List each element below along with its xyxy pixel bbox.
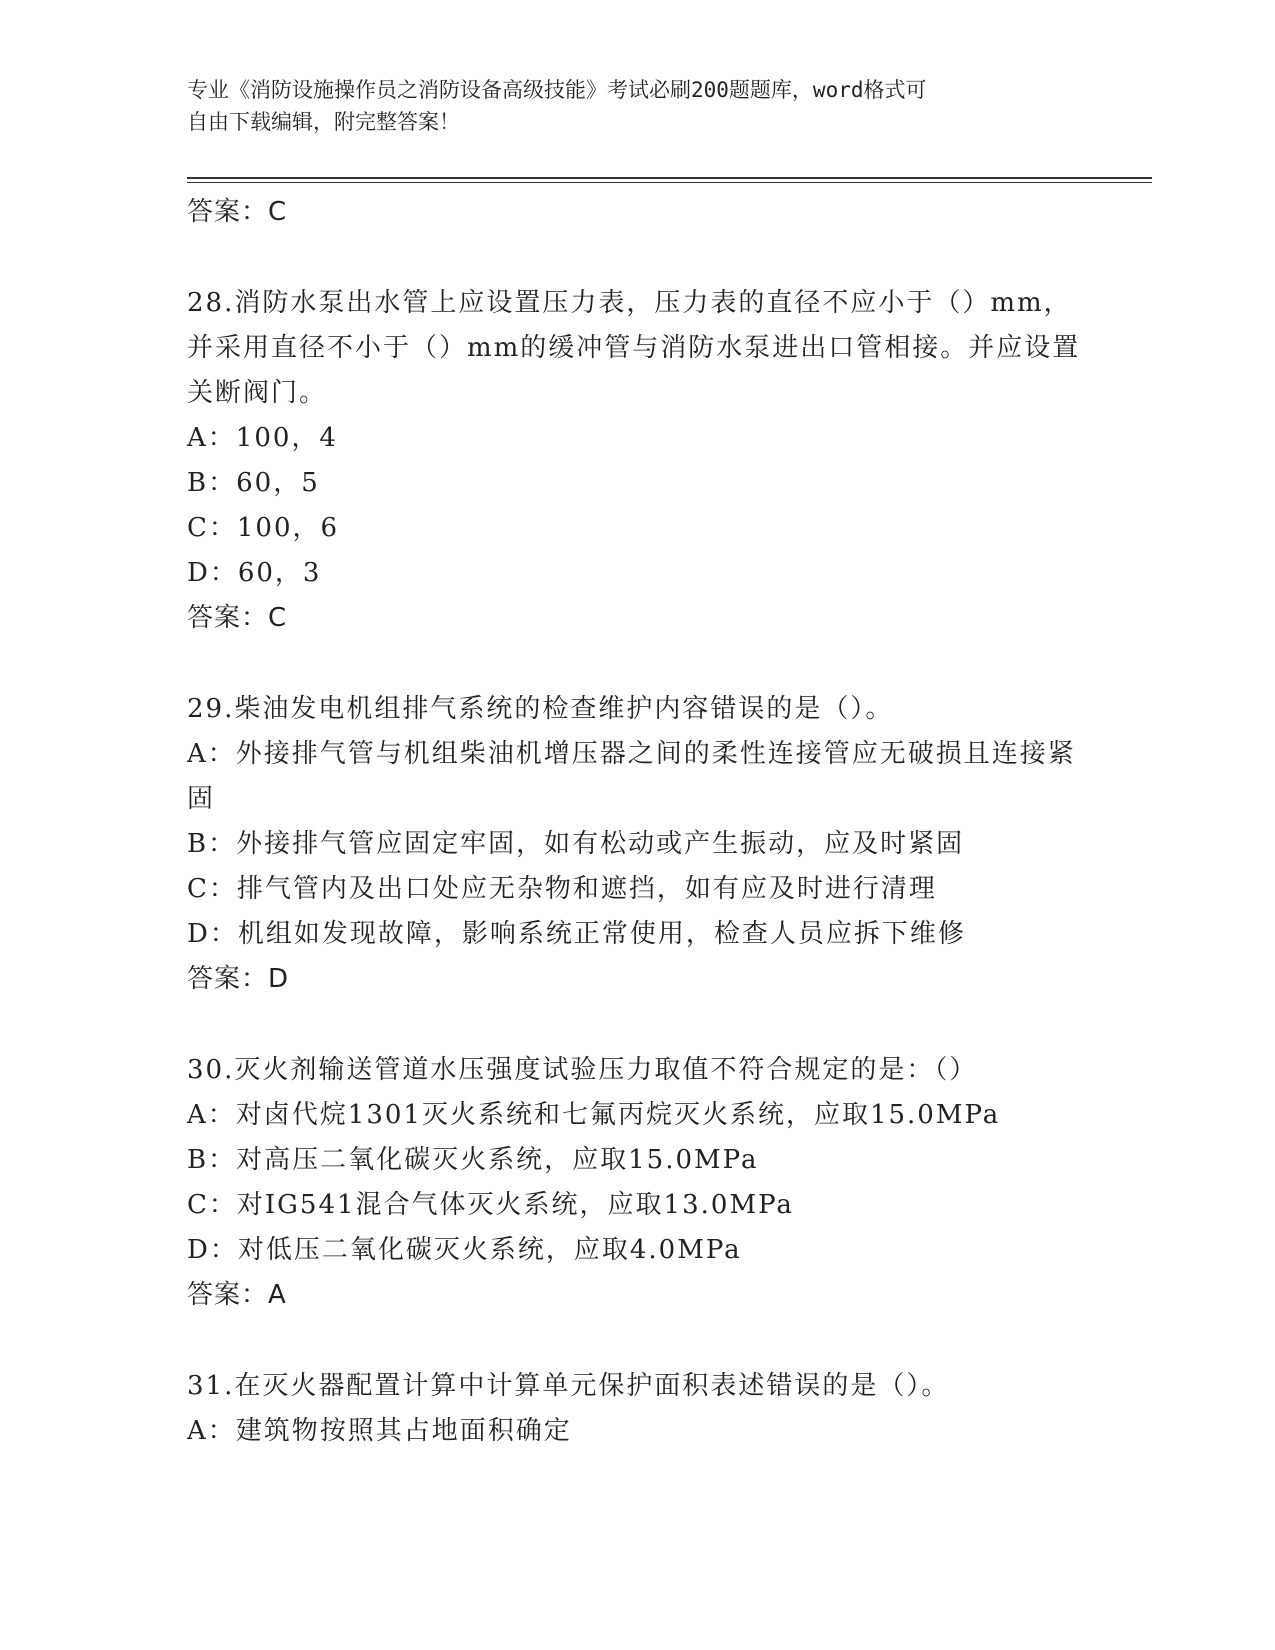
spacer <box>187 1002 1087 1048</box>
option-b: B：对高压二氧化碳灭火系统，应取15.0MPa <box>187 1145 759 1175</box>
page-header <box>187 74 1087 138</box>
option-d: D：机组如发现故障，影响系统正常使用，检查人员应拆下维修 <box>187 919 966 949</box>
question-list <box>187 190 1087 1454</box>
header-rule-thin <box>187 182 1152 183</box>
option-a: A：建筑物按照其占地面积确定 <box>187 1416 572 1446</box>
question-text: 29.柴油发电机组排气系统的检查维护内容错误的是（）。 <box>187 694 894 724</box>
header-line-2: 自由下载编辑，附完整答案！ <box>187 110 460 134</box>
answer-line: 答案：C <box>187 197 288 227</box>
option-a: A：对卤代烷1301灭火系统和七氟丙烷灭火系统，应取15.0MPa <box>187 1100 1001 1130</box>
question-text: 30.灭火剂输送管道水压强度试验压力取值不符合规定的是：（） <box>187 1055 978 1085</box>
answer-line: 答案：C <box>187 603 288 633</box>
question-text: 28.消防水泵出水管上应设置压力表，压力表的直径不应小于（）mm，并采用直径不小于（）mm的缓冲管与消防水泵进出口管相接。并应设置关断阀门。 <box>187 288 1081 408</box>
header-rule-thick <box>187 177 1152 179</box>
option-a: A：外接排气管与机组柴油机增压器之间的柔性连接管应无破损且连接紧固 <box>187 739 1076 814</box>
question-text: 31.在灭火器配置计算中计算单元保护面积表述错误的是（）。 <box>187 1371 950 1401</box>
answer-line: 答案：A <box>187 1280 287 1310</box>
option-d: D：60，3 <box>187 558 322 588</box>
option-b: B：60，5 <box>187 468 320 498</box>
option-c: C：排气管内及出口处应无杂物和遮挡，如有应及时进行清理 <box>187 874 937 904</box>
spacer <box>187 1318 1087 1364</box>
answer-line: 答案：D <box>187 964 290 994</box>
option-a: A：100，4 <box>187 423 338 453</box>
spacer <box>187 235 1087 281</box>
option-c: C：100，6 <box>187 513 340 543</box>
spacer <box>187 641 1087 687</box>
header-line-1: 专业《消防设施操作员之消防设备高级技能》考试必刷200题题库，word格式可 <box>187 78 927 102</box>
option-c: C：对IG541混合气体灭火系统，应取13.0MPa <box>187 1190 794 1220</box>
option-b: B：外接排气管应固定牢固，如有松动或产生振动，应及时紧固 <box>187 829 965 859</box>
option-d: D：对低压二氧化碳灭火系统，应取4.0MPa <box>187 1235 742 1265</box>
